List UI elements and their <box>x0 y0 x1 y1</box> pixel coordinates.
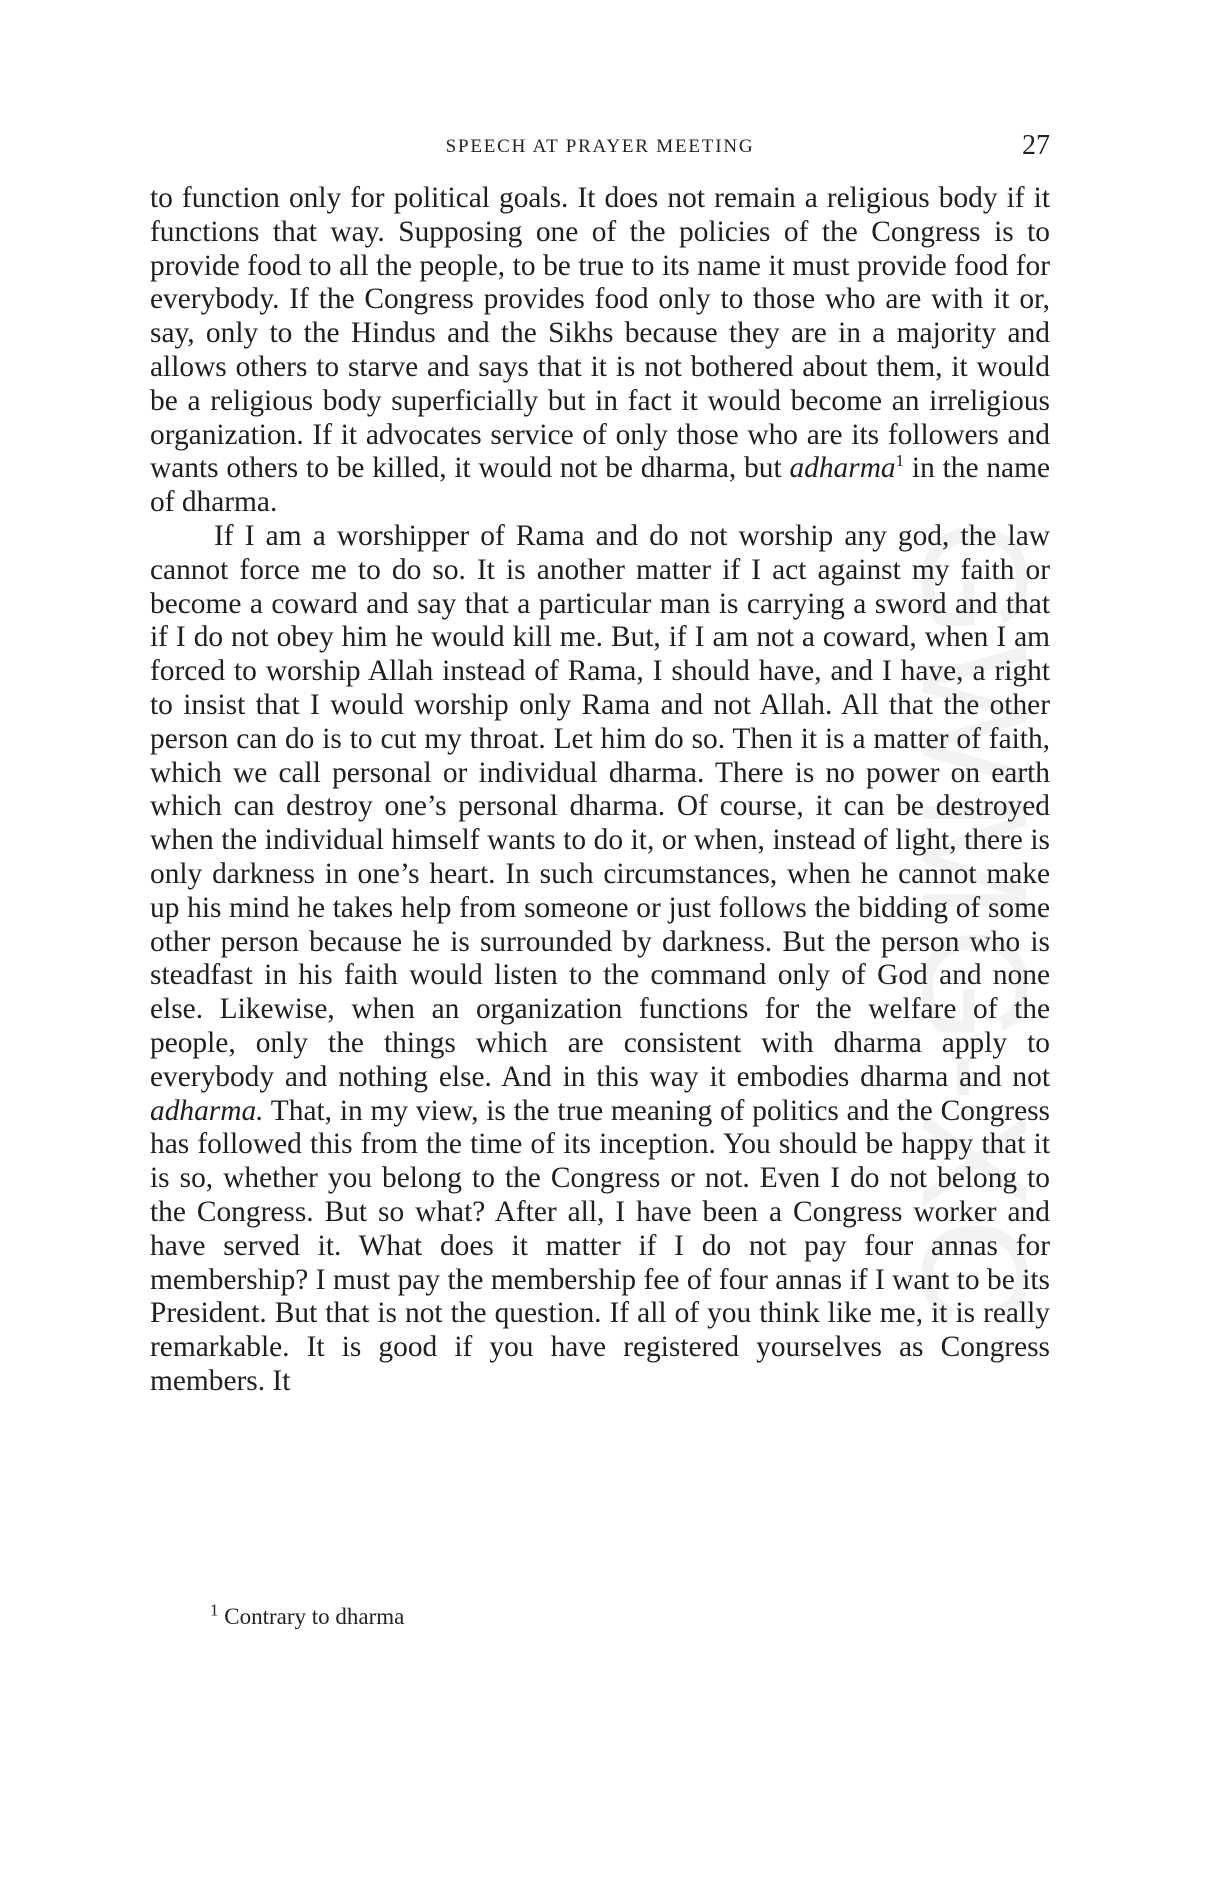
watermark-text: GWMG-XC <box>891 520 1059 1335</box>
footnote-text: Contrary to dharma <box>218 1604 405 1629</box>
paragraph-2 <box>150 520 1050 1399</box>
page-number: 27 <box>1022 130 1050 161</box>
paragraph-1-text-a: to function only for political goals. It does not remain a religious body if it functions that way. Supposing one of the policies of the Congress is to provide food to all the people, to be true to its name it must provide food for everybody. If the Congress provides food only to those who are with it or, say, only to the Hindus and the Sikhs because they are in a majority and allows others to starve and says that it is not bothered about them, it would be a religious body superficially but in fact it would become an irreligious organization. If it advocates service of only those who are its followers and wants others to be killed, it would not be dharma, but <box>150 182 1050 485</box>
paragraph-2-text-b: That, in my view, is the true meaning of politics and the Congress has followed this from the time of its inception. You should be happy that it is so, whether you belong to the Congress or not. Even I do not belong to the Congress. But so what? After all, I have been a Congress worker and have served it. What does it matter if I do not pay four annas for membership? I must pay the membership fee of four annas if I want to be its President. But that is not the question. If all of you think like me, it is really remarkable. It is good if you have registered yourselves as Congress members. It <box>150 1094 1050 1397</box>
italic-term-adharma-2: adharma. <box>150 1094 264 1127</box>
paragraph-1-text-b: in the name of dharma. <box>150 452 1050 519</box>
footnote <box>210 1600 405 1631</box>
italic-term-adharma: adharma <box>789 452 896 485</box>
footnote-marker: 1 <box>210 1600 219 1620</box>
footnote-reference: 1 <box>895 451 905 471</box>
paragraph-2-text-a: If I am a worshipper of Rama and do not worship any god, the law cannot force me to do so. It is another matter if I act against my faith or become a coward and say that a particular man is carrying a sword and that if I do not obey him he would kill me. But, if I am not a coward, when I am forced to worship Allah instead of Rama, I should have, and I have, a right to insist that I would worship only Rama and not Allah. All that the other person can do is to cut my throat. Let him do so. Then it is a matter of faith, which we call personal or individual dharma. There is no power on earth which can destroy one’s personal dharma. Of course, it can be destroyed when the individual himself wants to do it, or when, instead of light, there is only darkness in one’s heart. In such circumstances, when he cannot make up his mind he takes help from someone or just follows the bidding of some other person because he is surrounded by darkness. But the person who is steadfast in his faith would listen to the command only of God and none else. Likewise, when an organization functions for the welfare of the people, only the things which are consistent with dharma apply to everybody and nothing else. And in this way it embodies dharma and not <box>150 519 1050 1093</box>
paragraph-1 <box>150 182 1050 520</box>
running-header <box>150 132 1050 168</box>
body-text <box>150 182 1050 1399</box>
running-title: SPEECH AT PRAYER MEETING <box>445 136 755 157</box>
